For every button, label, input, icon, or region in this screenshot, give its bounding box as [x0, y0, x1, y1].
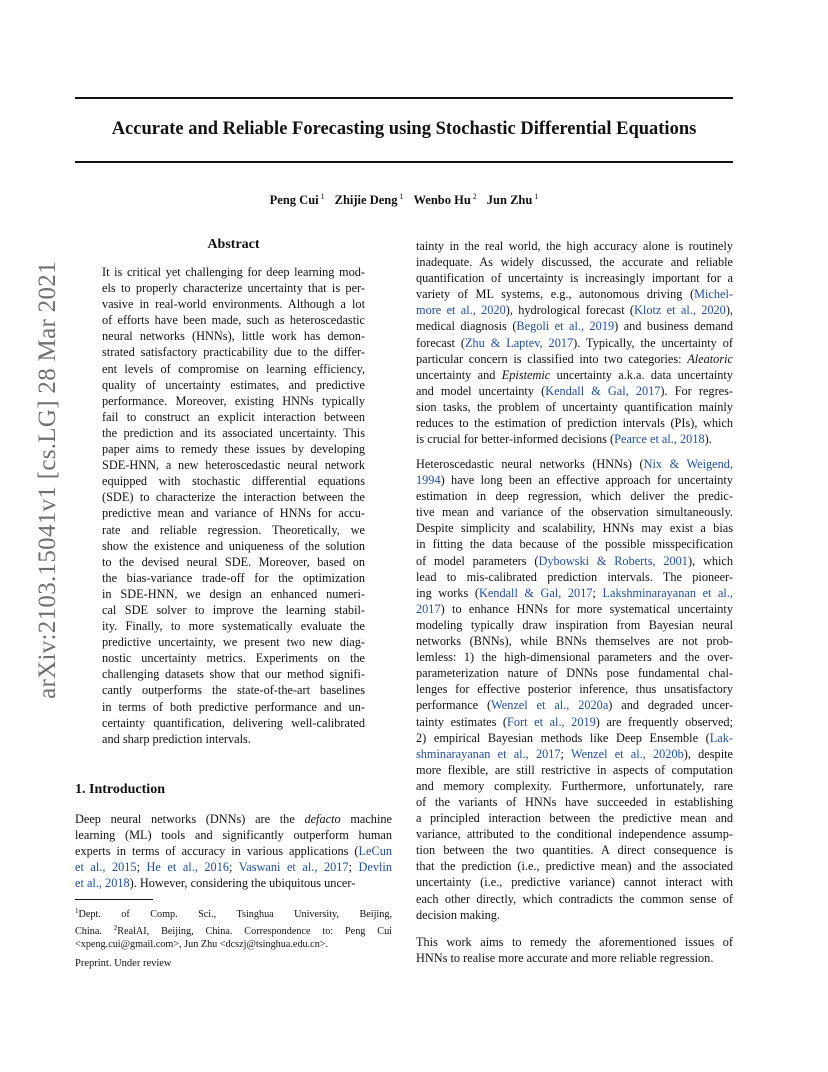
text-segment: RealAI, Beijing, China. Correspondence to: Peng Cui [117, 925, 392, 937]
text-segment: inadequate. As widely discussed, the accurate and reliable [416, 255, 733, 270]
text-segment: ) are frequently observed; [595, 714, 733, 729]
text-line [416, 367, 733, 383]
text-segment: ) and degraded uncer- [608, 698, 734, 713]
text-line: of efforts have been made, such as heteroscedastic [102, 313, 365, 328]
text-segment: Deep neural networks (DNNs) are the [75, 812, 305, 826]
citation-link[interactable]: Kendall & Gal, 2017 [545, 383, 661, 398]
text-line [416, 472, 733, 488]
text-segment: Dept. of Comp. Sci., Tsinghua University, Beijing, [78, 909, 392, 920]
text-segment: ing works ( [416, 585, 479, 600]
text-line: cal SDE solver to improve the learning stabil- [102, 602, 365, 617]
author-affiliation-mark: 1 [320, 192, 325, 201]
text-line [416, 431, 733, 447]
text-line [416, 778, 733, 794]
text-segment: uncertainty and [416, 367, 502, 382]
text-line [416, 585, 733, 601]
citation-link[interactable]: Wenzel et al., 2020b [570, 746, 684, 761]
text-line [416, 907, 733, 923]
right-column-paragraph-3 [416, 934, 733, 966]
text-line [416, 746, 733, 762]
text-segment: ; [229, 860, 239, 875]
text-line [416, 569, 733, 585]
text-segment: particular concern is classified into two categories: [416, 351, 688, 366]
text-segment: Heteroscedastic neural networks (HNNs) ( [416, 457, 644, 471]
text-line [75, 875, 392, 891]
text-segment: ). For regres- [660, 383, 734, 398]
text-line: the bias-variance trade-off for the optimization [102, 570, 365, 585]
citation-link[interactable]: more et al., 2020 [416, 303, 506, 318]
text-segment: forecast ( [416, 335, 465, 350]
text-line [416, 302, 733, 318]
emphasis-text: Aleatoric [687, 351, 733, 366]
text-line: in terms of both predictive performance and un- [102, 699, 365, 714]
text-line [416, 351, 733, 367]
text-line: challenging datasets show that our method signifi- [102, 667, 365, 682]
citation-link[interactable]: et al., 2018 [75, 876, 130, 891]
author-name: Zhijie Deng [334, 193, 398, 207]
text-line: paper aims to remedy these issues by developing [102, 442, 365, 457]
text-line [416, 730, 733, 746]
text-segment: uncertainty a.k.a. data uncertainty [550, 367, 733, 382]
text-segment: tainty estimates ( [416, 714, 508, 729]
text-segment: variance, attributed to the conditional independence assump- [416, 827, 733, 842]
text-segment: ) have long been an effective approach for uncertainty [440, 473, 733, 488]
text-segment: of model parameters ( [416, 553, 539, 568]
citation-link[interactable]: Devlin [358, 860, 392, 875]
text-line [416, 842, 733, 858]
text-segment: parameterization nature of DNNs pose fundamental chal- [416, 666, 733, 681]
text-segment: decision making. [416, 907, 501, 922]
text-segment: each other directly, which contradicts the common sense of [416, 891, 733, 906]
citation-link[interactable]: He et al., 2016 [146, 860, 230, 875]
text-line [75, 938, 392, 952]
text-line: neural networks (HNNs), little work has demon- [102, 329, 365, 344]
citation-link[interactable]: shminarayanan et al., 2017 [416, 746, 561, 761]
text-line [416, 874, 733, 890]
citation-link[interactable]: Zhu & Laptev, 2017 [464, 335, 574, 350]
citation-link[interactable]: LeCun [358, 844, 392, 859]
text-segment: China. [75, 925, 114, 937]
author [270, 193, 325, 207]
text-line [416, 794, 733, 810]
text-segment: ), despite [683, 746, 733, 761]
paper-title: Accurate and Reliable Forecasting using Stochastic Differential Equations [111, 119, 697, 139]
text-line: to the devised neural SDE. Moreover, based on [102, 554, 365, 569]
text-segment: variety of ML systems, e.g., autonomous driving ( [416, 287, 695, 302]
affiliation-footnote [75, 905, 392, 952]
text-segment: <xpeng.cui@gmail.com>, Jun Zhu <dcszj@tsinghua.edu.cn>. [75, 939, 329, 951]
text-line [416, 665, 733, 681]
text-segment: ), which [687, 553, 734, 568]
text-line [416, 553, 733, 569]
text-line [75, 811, 392, 827]
text-segment: networks (BNNs), while BNNs themselves are not prob- [416, 634, 733, 649]
text-segment: tion between the two quantities. A direct consequence is [416, 843, 733, 858]
citation-link[interactable]: Vaswani et al., 2017 [238, 860, 349, 875]
text-line: SDE-HNN, a new heteroscedastic neural network [102, 458, 365, 473]
text-line: performance. Moreover, existing HNNs typically [102, 393, 365, 408]
text-line [416, 633, 733, 649]
text-segment: and memory complexity. Furthermore, unfortunately, rare [416, 778, 733, 793]
author-name: Peng Cui [269, 193, 319, 207]
text-line [416, 617, 733, 633]
text-segment: medical diagnosis ( [416, 319, 517, 334]
text-segment: This work aims to remedy the aforementioned issues of [416, 935, 733, 949]
footnote-rule [75, 899, 153, 900]
introduction-heading: 1. Introduction [75, 782, 165, 797]
text-segment: that the prediction (i.e., predictive mean) and the associated [416, 859, 733, 874]
text-segment: tive mean and variance of the observation simultaneously. [416, 505, 733, 520]
text-line: els to properly characterize uncertainty that is per- [102, 281, 365, 296]
text-line [416, 601, 733, 617]
citation-link[interactable]: Nix & Weigend, [643, 457, 733, 471]
text-line [416, 934, 733, 950]
author-name: Jun Zhu [486, 193, 533, 207]
text-line [416, 762, 733, 778]
text-segment: machine [340, 812, 392, 826]
right-column-paragraph-1 [416, 238, 733, 447]
text-line [75, 922, 392, 939]
text-line: the prediction and its associated uncertainty. This [102, 425, 365, 440]
text-line [416, 714, 733, 730]
citation-link[interactable]: Dybowski & Roberts, 2001 [538, 553, 688, 568]
text-segment: experts in terms of accuracy in various applications ( [75, 844, 359, 859]
text-line: strated satisfactory practicability due to the differ- [102, 345, 365, 360]
citation-link[interactable]: Pearce et al., 2018 [614, 432, 705, 447]
text-line: (SDE) to characterize the interaction between the [102, 490, 365, 505]
text-line [416, 318, 733, 334]
text-line [416, 826, 733, 842]
text-line [416, 858, 733, 874]
text-line: ity. Finally, to more systematically evaluate the [102, 619, 365, 634]
text-segment: lemless: 1) the high-dimensional parameters and the over- [416, 650, 733, 665]
text-segment: ) to enhance HNNs for more systematical uncertainty [440, 601, 733, 616]
text-segment: ; [348, 860, 359, 875]
citation-link[interactable]: Wenzel et al., 2020a [491, 698, 609, 713]
text-line [416, 415, 733, 431]
text-segment: learning (ML) tools and significantly outperform human [75, 828, 392, 843]
text-line: and sharp prediction intervals. [102, 731, 251, 746]
footnote-mark: 2 [113, 923, 118, 932]
text-segment: lenges for effective posterior inference, thus unsatisfactory [416, 682, 733, 697]
preprint-note: Preprint. Under review [75, 958, 172, 969]
author-affiliation-mark: 2 [472, 192, 477, 201]
author-affiliation-mark: 1 [534, 192, 539, 201]
text-segment: ; [136, 860, 147, 875]
text-line: cantly outperforms the state-of-the-art baselines [102, 683, 365, 698]
text-segment: and model uncertainty ( [416, 383, 546, 398]
text-segment: performance ( [416, 698, 492, 713]
text-line: quality of uncertainty estimates, and predictive [102, 377, 365, 392]
text-segment: uncertainty (i.e., predictive variance) cannot interact with [416, 875, 733, 890]
text-line [416, 697, 733, 713]
text-segment: HNNs to realise more accurate and more reliable regression. [416, 951, 714, 966]
author [413, 193, 476, 207]
citation-link[interactable]: et al., 2015 [75, 860, 137, 875]
text-line [416, 520, 733, 536]
text-line: certainty quantification, delivering well-calibrated [102, 715, 365, 730]
text-segment: ; [592, 585, 603, 600]
text-segment: ). However, considering the ubiquitous uncer- [129, 876, 356, 891]
text-line: ent levels of compromise on learning efficiency, [102, 361, 365, 376]
text-line: fail to construct an explicit interaction between [102, 409, 365, 424]
text-line [75, 905, 392, 922]
text-segment: in fitting the data because of the possible misspecification [416, 537, 733, 552]
text-line [416, 399, 733, 415]
text-line [416, 335, 733, 351]
text-line: predictive uncertainty, we present two new diag- [102, 635, 365, 650]
text-line: equipped with stochastic differential equations [102, 474, 365, 489]
top-rule [75, 97, 733, 99]
text-line [75, 827, 392, 843]
text-line: It is critical yet challenging for deep learning mod- [102, 265, 365, 279]
text-segment: tainty in the real world, the high accuracy alone is routinely [416, 239, 733, 253]
text-segment: ) and business demand [614, 319, 733, 334]
abstract-heading: Abstract [207, 237, 260, 252]
author-list [75, 192, 733, 208]
arxiv-identifier-stamp: arXiv:2103.15041v1 [cs.LG] 28 Mar 2021 [34, 261, 61, 699]
abstract-body [102, 264, 365, 747]
text-line [416, 254, 733, 270]
author-name: Wenbo Hu [413, 193, 471, 207]
text-segment: quantification of uncertainty is increasingly important for a [416, 271, 733, 286]
text-line [416, 649, 733, 665]
text-line [416, 456, 733, 472]
text-line [416, 810, 733, 826]
citation-link[interactable]: Klotz et al., 2020 [634, 303, 726, 318]
footnote-mark: 1 [75, 907, 79, 915]
text-segment: ). [704, 432, 712, 447]
text-line: rate and reliable regression. Theoretically, we [102, 522, 365, 537]
text-line: in SDE-HNN, we design an enhanced numeri- [102, 586, 365, 601]
author [487, 193, 539, 207]
text-line: predictive mean and variance of HNNs for accu- [102, 506, 365, 521]
citation-link[interactable]: 1994 [416, 473, 441, 488]
text-line [416, 488, 733, 504]
text-segment: ), [725, 303, 733, 318]
text-segment: lead to mis-calibrated prediction intervals. The pioneer- [416, 569, 733, 584]
text-segment: ). Typically, the uncertainty of [573, 335, 733, 350]
introduction-paragraph-1 [75, 811, 392, 891]
text-line: show the existence and uniqueness of the solution [102, 538, 365, 553]
text-line: nostic uncertainty metrics. Experiments on the [102, 651, 365, 666]
text-segment: a principled interaction between the predictive mean and [416, 811, 733, 826]
text-segment: Despite simplicity and scalability, HNNs may exist a bias [416, 521, 733, 536]
text-line [416, 270, 733, 286]
author [335, 193, 404, 207]
title-bottom-rule [75, 161, 733, 163]
text-segment: is crucial for better-informed decisions ( [416, 432, 615, 447]
emphasis-text: Epistemic [501, 367, 551, 382]
text-segment: ), hydrological forecast ( [505, 303, 635, 318]
text-line [416, 286, 733, 302]
text-line [416, 383, 733, 399]
citation-link[interactable]: 2017 [416, 601, 441, 616]
right-column-paragraph-2 [416, 456, 733, 923]
text-line [416, 238, 733, 254]
citation-link[interactable]: Begoli et al., 2019 [516, 319, 615, 334]
text-line [75, 843, 392, 859]
text-line [416, 504, 733, 520]
emphasis-text: defacto [304, 812, 341, 826]
text-segment: reduces to the estimation of prediction intervals (PIs), which [416, 416, 733, 431]
text-line [416, 536, 733, 552]
text-line [75, 859, 392, 875]
text-segment: modeling typically draw inspiration from Bayesian neural [416, 617, 733, 632]
text-segment: of the variants of HNNs have succeeded in establishing [416, 794, 733, 809]
text-line [416, 681, 733, 697]
text-segment: 2) empirical Bayesian methods like Deep Ensemble ( [416, 730, 710, 745]
citation-link[interactable]: Lakshminarayanan et al., [602, 585, 734, 600]
citation-link[interactable]: Lak- [709, 730, 733, 745]
text-segment: more flexible, are still restrictive in aspects of computation [416, 762, 733, 777]
text-line [416, 950, 733, 966]
text-segment: sion tasks, the problem of uncertainty quantification mainly [416, 399, 733, 414]
citation-link[interactable]: Fort et al., 2019 [507, 714, 596, 729]
citation-link[interactable]: Kendall & Gal, 2017 [478, 585, 593, 600]
citation-link[interactable]: Michel- [694, 287, 733, 302]
text-segment: estimation in deep regression, which deliver the predic- [416, 489, 733, 504]
text-segment: ; [560, 746, 571, 761]
text-line [416, 891, 733, 907]
text-line: vasive in real-world environments. Although a lot [102, 297, 365, 312]
author-affiliation-mark: 1 [399, 192, 404, 201]
